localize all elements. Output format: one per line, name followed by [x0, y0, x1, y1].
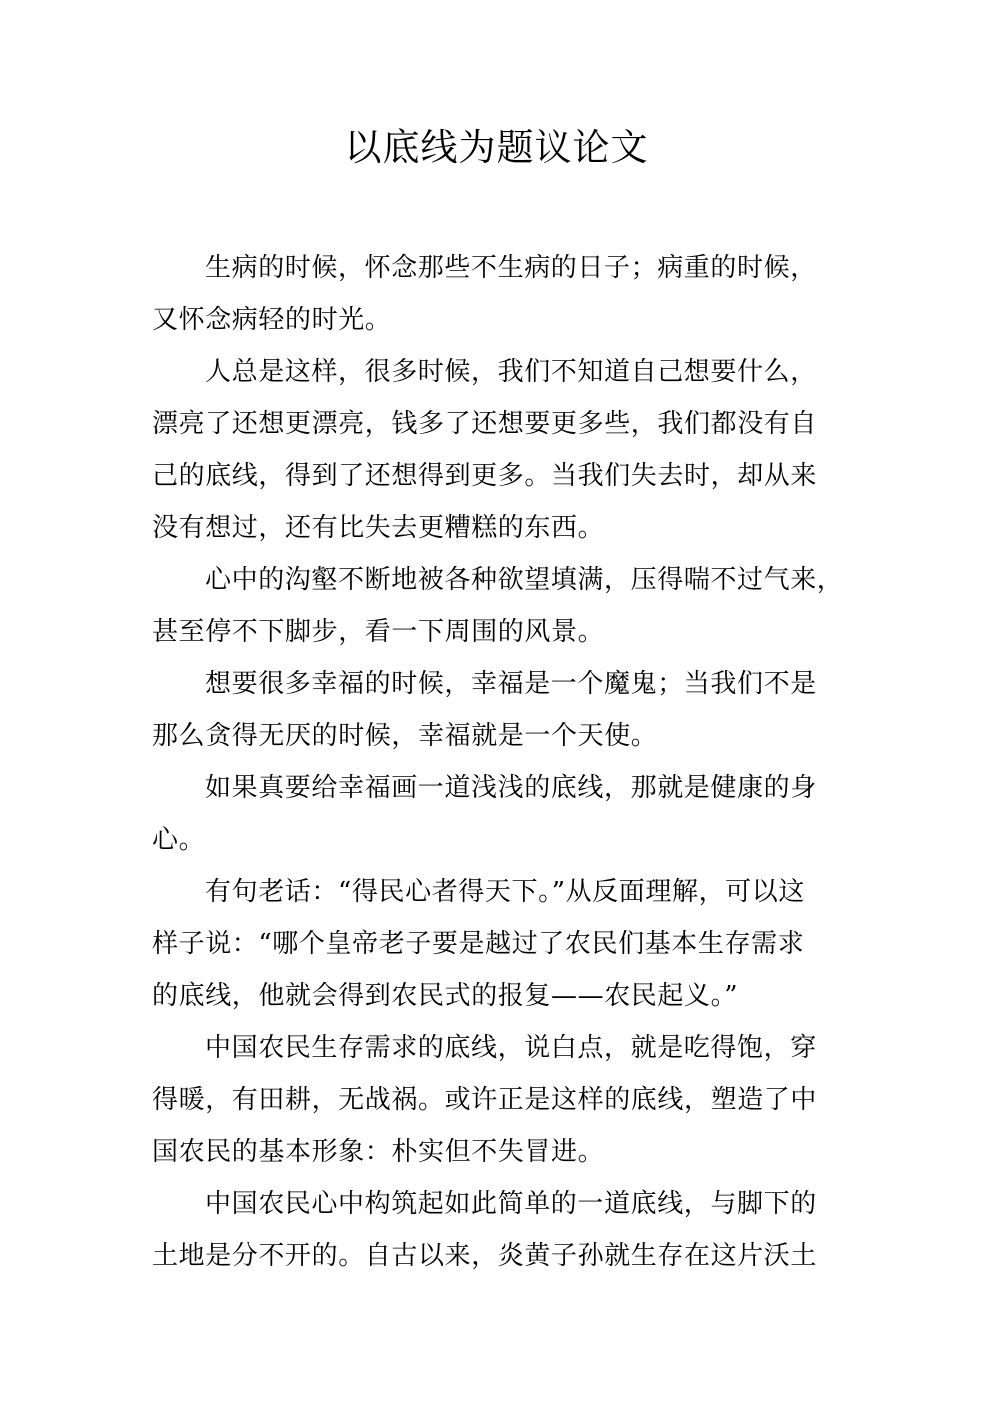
paragraph-line: 漂亮了还想更漂亮，钱多了还想要更多些，我们都没有自: [152, 409, 818, 439]
paragraph-line: 国农民的基本形象：朴实但不失冒进。: [152, 1137, 605, 1167]
paragraph-line: 没有想过，还有比失去更糟糕的东西。: [152, 513, 605, 543]
paragraph-line: 的底线，他就会得到农民式的报复——农民起义。”: [152, 981, 739, 1011]
paragraph-line: 心中的沟壑不断地被各种欲望填满，压得喘不过气来，: [205, 565, 844, 595]
document-title: 以底线为题议论文: [344, 126, 649, 169]
paragraph-line: 又怀念病轻的时光。: [152, 305, 392, 335]
paragraph-line: 人总是这样，很多时候，我们不知道自己想要什么，: [205, 357, 817, 387]
paragraph-line: 样子说：“哪个皇帝老子要是越过了农民们基本生存需求: [152, 929, 805, 959]
paragraph-line: 如果真要给幸福画一道浅浅的底线，那就是健康的身: [205, 773, 817, 803]
paragraph-line: 心。: [152, 825, 206, 855]
paragraph-line: 那么贪得无厌的时候，幸福就是一个天使。: [152, 721, 658, 751]
paragraph-line: 中国农民心中构筑起如此简单的一道底线，与脚下的: [205, 1189, 817, 1219]
paragraph-line: 得暖，有田耕，无战祸。或许正是这样的底线，塑造了中: [152, 1085, 818, 1115]
paragraph-line: 生病的时候，怀念那些不生病的日子；病重的时候，: [205, 253, 817, 283]
paragraph-line: 有句老话：“得民心者得天下。”从反面理解，可以这: [205, 877, 805, 907]
paragraph-line: 想要很多幸福的时候，幸福是一个魔鬼；当我们不是: [205, 669, 817, 699]
paragraph-line: 土地是分不开的。自古以来，炎黄子孙就生存在这片沃土: [152, 1241, 818, 1271]
paragraph-line: 甚至停不下脚步，看一下周围的风景。: [152, 617, 605, 647]
paragraph-line: 己的底线，得到了还想得到更多。当我们失去时，却从来: [152, 461, 818, 491]
paragraph-line: 中国农民生存需求的底线，说白点，就是吃得饱，穿: [205, 1033, 817, 1063]
